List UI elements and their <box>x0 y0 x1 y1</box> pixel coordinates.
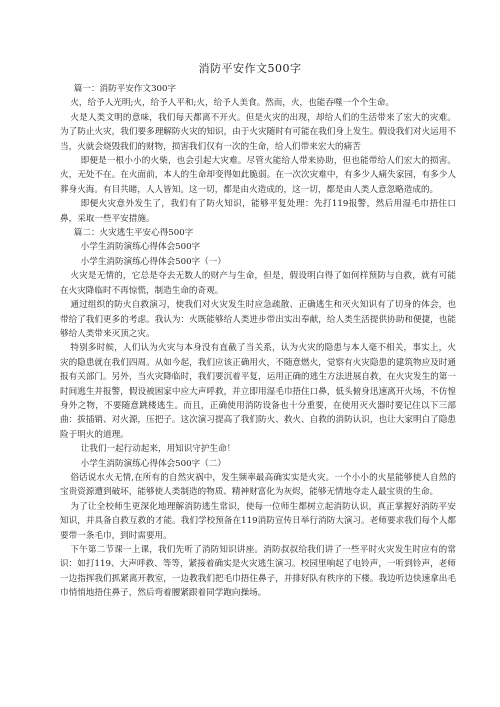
document-title: 消防平安作文500字 <box>198 62 302 75</box>
body-paragraph: 让我们一起行动起来，用知识守护生命！ <box>80 444 236 455</box>
body-paragraph: 为了让全校师生更深化地理解消防逃生常识，使每一位师生都树立起消防认识，真正掌握好消防平安知识，并具备自救互救的才能。我们学校预备在119消防宣传日举行消防大演习。老师要求我们每个人都要带一条毛巾，到时需要用。 <box>60 501 456 541</box>
body-paragraph: 即便是一根小小的火柴，也会引起大灾难。尽管火能给人带来协助，但也能带给人们宏大的损害。火，无处不在。在火面前，本人的生命却变得如此脆弱。在一次次灾难中，有多少人痛失家园，有多少人葬身火海。有目共睹，人人皆知。这一切，都是由火造成的，这一切，都是由人类人意忽略造成的。 <box>60 156 456 195</box>
body-paragraph: 火灾是无情的，它总是夺去无数人的财产与生命，但是，假设明白得了如何样预防与自救，就有可能在火灾降临时不再惊慌，制造生命的奇观。 <box>60 271 456 296</box>
body-paragraph: 俗话说水火无情,在所有的自然灾祸中，发生频率最高确实实是火灾。一个小小的火星能够使人自然的宝贵资源遭到破坏，能够使人类制造的物质、精神财富化为灰烬，能够无情地夺走人最宝贵的生命。 <box>60 472 456 498</box>
body-paragraph: 通过组织的防火自救演习，使我们对火灾发生时应急疏散、正确逃生和灭火知识有了切身的体会，也带给了我们更多的考虑。我认为：火既能够给人类进步带出实出奉献，给人类生活提供协助和便捷，也能够给人类带来灭顶之灾。 <box>60 300 456 339</box>
body-paragraph: 下午第二节课一上课，我们先听了消防知识讲座。消防叔叔给我们讲了一些平时火灾发生时应有的常识：如打119、大声呼救、等等，紧接着确实是火灾逃生演习。校园里响起了电铃声，一听到铃声，老师一边指挥我们抓紧离开教室，一边教我们把毛巾捂住鼻子，并排好队有秩序的下楼。我边听边快速拿出毛巾悄悄地捂住鼻子，然后弯着腰紧跟着同学跑向操场。 <box>60 545 456 599</box>
document-body <box>60 82 456 601</box>
body-paragraph: 火是人类文明的意味，我们每天都离不开火。但是火灾的出现，却给人们的生活带来了宏大的灾难。为了防止火灾，我们要多理解防火灾的知识，由于火灾随时有可能在我们身上发生。假设我们对火运用不当，火就会烧毁我们的财物，损害我们仅有一次的生命，给人们带来宏大的痛苦 <box>60 112 456 152</box>
body-paragraph: 即便火灾意外发生了，我们有了防火知识，能够平复处理：先打119报警，然后用湿毛巾捂住口鼻，采取一些平安措施。 <box>60 199 456 224</box>
section-heading: 篇一：消防平安作文300字 <box>73 84 177 94</box>
body-paragraph: 火，给予人光明;火，给予人平和;火，给予人美食。然而，火，也能吞噬一个个生命。 <box>70 98 395 109</box>
body-paragraph: 特别多时候，人们认为火灾与本身没有直截了当关系，认为火灾的隐患与本人毫不相关，事实上，火灾的隐患就在我们四周。从如今起，我们应该正确用火，不随意燃火，觉察有火灾隐患的建筑物应及时通报有关部门。另外，当火灾降临时，我们要沉着平复，运用正确的逃生方法进展自救，在火灾发生的第一时间逃生并报警，假设被困家中应大声呼救，并立即用湿毛巾捂住口鼻，低头俯身迅速离开火场，不仿惶身外之物，不要随意跳楼逃生。而且，正确使用消防设备也十分重要，在使用灭火器时要记住以下三部曲：拔插销、对火源，压把子。这次演习提高了我们防火、救火、自救的消防认识，也让大家明白了隐患险于明火的道理。 <box>60 343 456 440</box>
body-paragraph: 小学生消防演练心得体会500字（一） <box>80 256 226 267</box>
section-heading: 篇二：火灾逃生平安心得500字 <box>73 228 194 239</box>
body-paragraph: 小学生消防演练心得体会500字（二） <box>80 458 226 469</box>
body-paragraph: 小学生消防演练心得体会500字 <box>80 242 201 253</box>
